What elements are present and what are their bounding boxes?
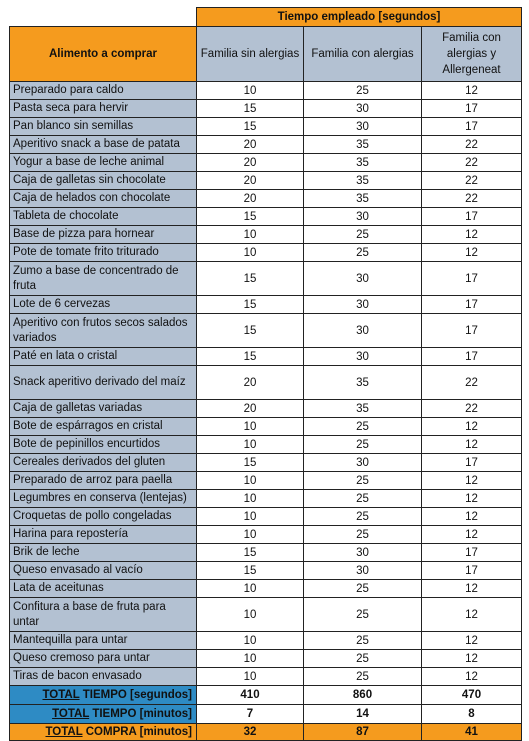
total-value: 860 [304, 686, 422, 705]
food-item: Preparado para caldo [10, 82, 197, 100]
food-item: Caja de galletas variadas [10, 400, 197, 418]
time-value: 25 [304, 418, 422, 436]
time-value: 25 [304, 508, 422, 526]
time-value: 25 [304, 598, 422, 632]
table-row [10, 668, 522, 686]
table-row [10, 82, 522, 100]
total-row-seconds [10, 686, 522, 705]
food-item: Cereales derivados del gluten [10, 454, 197, 472]
food-item: Base de pizza para hornear [10, 226, 197, 244]
table-row [10, 472, 522, 490]
time-value: 12 [422, 490, 522, 508]
table-row [10, 436, 522, 454]
time-value: 15 [197, 454, 304, 472]
total-value: 41 [422, 724, 522, 741]
time-value: 12 [422, 632, 522, 650]
food-item: Caja de helados con chocolate [10, 190, 197, 208]
time-value: 12 [422, 508, 522, 526]
time-value: 30 [304, 562, 422, 580]
table-row [10, 598, 522, 632]
column-header-allergeneat: Familia con alergias y Allergeneat [422, 27, 522, 82]
table-row [10, 490, 522, 508]
time-value: 12 [422, 598, 522, 632]
table-row [10, 226, 522, 244]
time-value: 25 [304, 490, 422, 508]
time-value: 17 [422, 208, 522, 226]
time-value: 22 [422, 190, 522, 208]
time-value: 15 [197, 262, 304, 296]
food-item: Queso cremoso para untar [10, 650, 197, 668]
total-row-minutes [10, 705, 522, 724]
food-item: Aperitivo snack a base de patata [10, 136, 197, 154]
food-item: Bote de espárragos en cristal [10, 418, 197, 436]
time-value: 10 [197, 598, 304, 632]
time-value: 35 [304, 400, 422, 418]
food-item: Mantequilla para untar [10, 632, 197, 650]
time-value: 20 [197, 136, 304, 154]
time-value: 35 [304, 366, 422, 400]
time-value: 10 [197, 650, 304, 668]
table-row [10, 544, 522, 562]
table-row [10, 418, 522, 436]
time-value: 25 [304, 632, 422, 650]
total-value: 8 [422, 705, 522, 724]
food-item: Brik de leche [10, 544, 197, 562]
time-value: 17 [422, 562, 522, 580]
table-row [10, 244, 522, 262]
time-value: 25 [304, 226, 422, 244]
time-value: 12 [422, 580, 522, 598]
time-value: 12 [422, 526, 522, 544]
time-value: 22 [422, 172, 522, 190]
time-value: 10 [197, 508, 304, 526]
time-value: 17 [422, 348, 522, 366]
time-value: 25 [304, 472, 422, 490]
food-item: Caja de galletas sin chocolate [10, 172, 197, 190]
total-label: TOTAL TIEMPO [segundos] [10, 686, 197, 705]
time-value: 12 [422, 650, 522, 668]
food-item: Preparado de arroz para paella [10, 472, 197, 490]
time-value: 20 [197, 190, 304, 208]
time-value: 15 [197, 562, 304, 580]
table-row [10, 314, 522, 348]
time-value: 12 [422, 244, 522, 262]
column-header-allergies: Familia con alergias [304, 27, 422, 82]
total-row-purchase [10, 724, 522, 741]
total-label: TOTAL TIEMPO [minutos] [10, 705, 197, 724]
table-row [10, 454, 522, 472]
time-value: 15 [197, 348, 304, 366]
time-value: 25 [304, 526, 422, 544]
food-item: Tableta de chocolate [10, 208, 197, 226]
time-value: 20 [197, 172, 304, 190]
table-row [10, 136, 522, 154]
time-value: 10 [197, 82, 304, 100]
total-label: TOTAL COMPRA [minutos] [10, 724, 197, 741]
time-value: 10 [197, 526, 304, 544]
table-row [10, 562, 522, 580]
time-value: 15 [197, 208, 304, 226]
time-value: 10 [197, 580, 304, 598]
food-item: Confitura a base de fruta para untar [10, 598, 197, 632]
time-value: 35 [304, 172, 422, 190]
food-item: Zumo a base de concentrado de fruta [10, 262, 197, 296]
food-item: Harina para repostería [10, 526, 197, 544]
food-item: Lata de aceitunas [10, 580, 197, 598]
food-item: Queso envasado al vacío [10, 562, 197, 580]
time-value: 30 [304, 314, 422, 348]
food-item: Paté en lata o cristal [10, 348, 197, 366]
food-item: Yogur a base de leche animal [10, 154, 197, 172]
table-row [10, 190, 522, 208]
total-value: 410 [197, 686, 304, 705]
table-row [10, 348, 522, 366]
time-value: 30 [304, 118, 422, 136]
time-value: 35 [304, 190, 422, 208]
time-value: 35 [304, 136, 422, 154]
table-row [10, 632, 522, 650]
time-value: 10 [197, 472, 304, 490]
time-value: 20 [197, 366, 304, 400]
time-value: 20 [197, 154, 304, 172]
time-value: 15 [197, 544, 304, 562]
time-value: 15 [197, 118, 304, 136]
food-item: Tiras de bacon envasado [10, 668, 197, 686]
time-value: 30 [304, 454, 422, 472]
total-value: 470 [422, 686, 522, 705]
time-value: 12 [422, 472, 522, 490]
time-value: 20 [197, 400, 304, 418]
time-value: 25 [304, 580, 422, 598]
food-item: Lote de 6 cervezas [10, 296, 197, 314]
time-value: 30 [304, 100, 422, 118]
time-value: 12 [422, 436, 522, 454]
table-row [10, 296, 522, 314]
table-row [10, 650, 522, 668]
time-value: 25 [304, 650, 422, 668]
food-item: Croquetas de pollo congeladas [10, 508, 197, 526]
time-value: 10 [197, 490, 304, 508]
table-row [10, 262, 522, 296]
time-value: 12 [422, 668, 522, 686]
time-value: 10 [197, 226, 304, 244]
time-value: 22 [422, 154, 522, 172]
food-item: Snack aperitivo derivado del maíz [10, 366, 197, 400]
time-value: 22 [422, 136, 522, 154]
time-value: 12 [422, 226, 522, 244]
group-header: Tiempo empleado [segundos] [197, 8, 522, 27]
table-row [10, 400, 522, 418]
time-value: 25 [304, 668, 422, 686]
table-row [10, 366, 522, 400]
time-value: 17 [422, 314, 522, 348]
time-value: 15 [197, 296, 304, 314]
time-value: 15 [197, 100, 304, 118]
time-value: 30 [304, 262, 422, 296]
food-item: Pote de tomate frito triturado [10, 244, 197, 262]
food-item: Legumbres en conserva (lentejas) [10, 490, 197, 508]
total-value: 87 [304, 724, 422, 741]
time-value: 10 [197, 668, 304, 686]
food-item: Bote de pepinillos encurtidos [10, 436, 197, 454]
time-value: 17 [422, 100, 522, 118]
food-item: Pan blanco sin semillas [10, 118, 197, 136]
total-value: 7 [197, 705, 304, 724]
time-value: 25 [304, 244, 422, 262]
table-row [10, 154, 522, 172]
time-value: 35 [304, 154, 422, 172]
time-value: 25 [304, 436, 422, 454]
table-row [10, 526, 522, 544]
food-item: Pasta seca para hervir [10, 100, 197, 118]
time-value: 30 [304, 296, 422, 314]
total-value: 14 [304, 705, 422, 724]
table-row [10, 172, 522, 190]
time-value: 17 [422, 262, 522, 296]
time-value: 15 [197, 314, 304, 348]
table-row [10, 118, 522, 136]
blank-cell [10, 8, 197, 27]
table-row [10, 508, 522, 526]
time-value: 10 [197, 632, 304, 650]
time-value: 30 [304, 348, 422, 366]
time-value: 17 [422, 118, 522, 136]
time-value: 25 [304, 82, 422, 100]
food-item: Aperitivo con frutos secos salados variados [10, 314, 197, 348]
time-value: 10 [197, 436, 304, 454]
time-value: 22 [422, 366, 522, 400]
total-value: 32 [197, 724, 304, 741]
table-row [10, 208, 522, 226]
time-value: 17 [422, 544, 522, 562]
time-table [9, 7, 522, 741]
table-row [10, 100, 522, 118]
time-value: 17 [422, 454, 522, 472]
time-value: 22 [422, 400, 522, 418]
column-header-no-allergies: Familia sin alergias [197, 27, 304, 82]
food-column-header: Alimento a comprar [10, 27, 197, 82]
time-value: 30 [304, 208, 422, 226]
table-row [10, 580, 522, 598]
time-value: 10 [197, 244, 304, 262]
time-value: 10 [197, 418, 304, 436]
time-value: 17 [422, 296, 522, 314]
time-value: 12 [422, 418, 522, 436]
time-value: 12 [422, 82, 522, 100]
time-value: 30 [304, 544, 422, 562]
